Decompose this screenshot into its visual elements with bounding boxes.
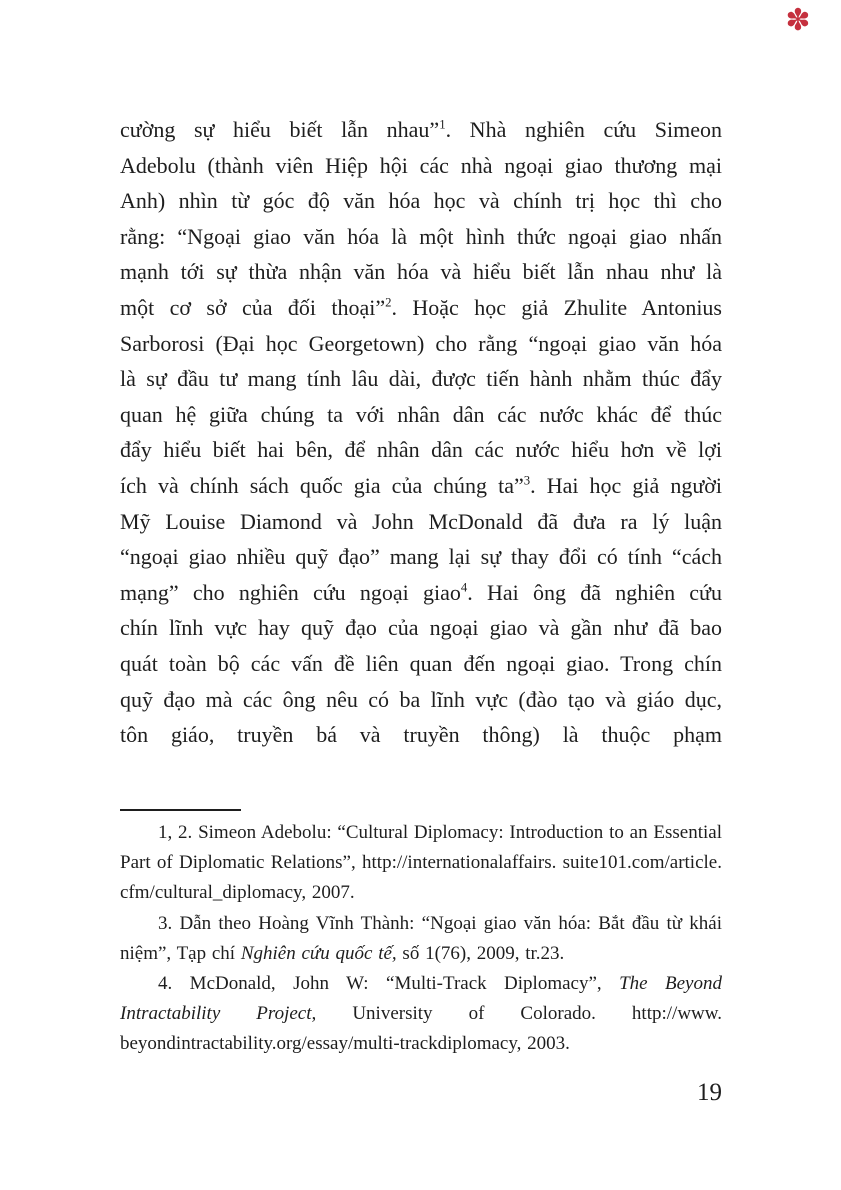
body-text-run: . Hoặc học giả Zhulite Antonius Sarborosi (Đại học Georgetown) cho rằng “ngoại giao văn hóa là sự đầu tư mang tính lâu dài, được tiến hành nhằm thúc đẩy quan hệ giữa chúng ta với nhân dân các nước khác để thúc đẩy hiểu biết hai bên, để nhân dân các nước hiểu hơn về lợi ích và chính sách quốc gia của chúng ta” bbox=[120, 294, 722, 498]
footnote-work-title: The Beyond Intractability Project, bbox=[120, 973, 722, 1025]
body-text-run: . Nhà nghiên cứu Simeon Adebolu (thành viên Hiệp hội các nhà ngoại giao thương mại Anh) nhìn từ góc độ văn hóa học và chính trị học thì cho rằng: “Ngoại giao văn hóa là một hình thức ngoại giao nhấn mạnh tới sự thừa nhận văn hóa và hiểu biết lẫn nhau như là một cơ sở của đối thoại” bbox=[120, 117, 722, 320]
footnote-journal-title: Nghiên cứu quốc tế, bbox=[240, 942, 397, 964]
footnote-ref-3: 3 bbox=[523, 473, 531, 488]
body-text-run: cường sự hiểu biết lẫn nhau” bbox=[120, 117, 440, 142]
footnote-2 bbox=[120, 909, 722, 969]
footnote-ref-1: 1 bbox=[439, 117, 446, 132]
footnote-text: 1, 2. Simeon Adebolu: “Cultural Diplomacy: Introduction to an Essential Part of Diplomatic Relations”, http://internationalaffairs. suite101.com/article. cfm/cultural_diplomacy, 2007. bbox=[120, 822, 722, 904]
footnote-1 bbox=[120, 818, 722, 909]
footnote-ref-4: 4 bbox=[460, 580, 468, 595]
footnote-text: 4. McDonald, John W: “Multi-Track Diplomacy”, bbox=[158, 973, 620, 995]
page-number: 19 bbox=[697, 1079, 722, 1106]
flower-ornament-icon: ✽ bbox=[785, 4, 811, 37]
footnote-text: số 1(76), 2009, tr.23. bbox=[396, 942, 565, 964]
footnote-ref-2: 2 bbox=[385, 295, 392, 310]
footnote-text: 3. Dẫn theo Hoàng Vĩnh Thành: “Ngoại giao văn hóa: Bắt đầu từ khái niệm”, Tạp chí bbox=[120, 912, 722, 964]
footnotes-section bbox=[120, 818, 722, 1060]
footnote-3 bbox=[120, 969, 722, 1060]
footnote-text: University of Colorado. http://www. beyondintractability.org/essay/multi-trackdiplomacy, 2003. bbox=[120, 1003, 723, 1055]
body-text-run: . Hai ông đã nghiên cứu chín lĩnh vực hay quỹ đạo của ngoại giao và gần như đã bao quát toàn bộ các vấn đề liên quan đến ngoại giao. Trong chín quỹ đạo mà các ông nêu có ba lĩnh vực (đào tạo và giáo dục, tôn giáo, truyền bá và truyền thông) là thuộc phạm bbox=[120, 579, 722, 748]
body-paragraph bbox=[120, 112, 722, 753]
footnote-divider bbox=[120, 809, 241, 811]
body-text-run: . Hai học giả người Mỹ Louise Diamond và John McDonald đã đưa ra lý luận “ngoại giao nhiều quỹ đạo” mang lại sự thay đổi có tính “cách mạng” cho nghiên cứu ngoại giao bbox=[120, 472, 723, 605]
